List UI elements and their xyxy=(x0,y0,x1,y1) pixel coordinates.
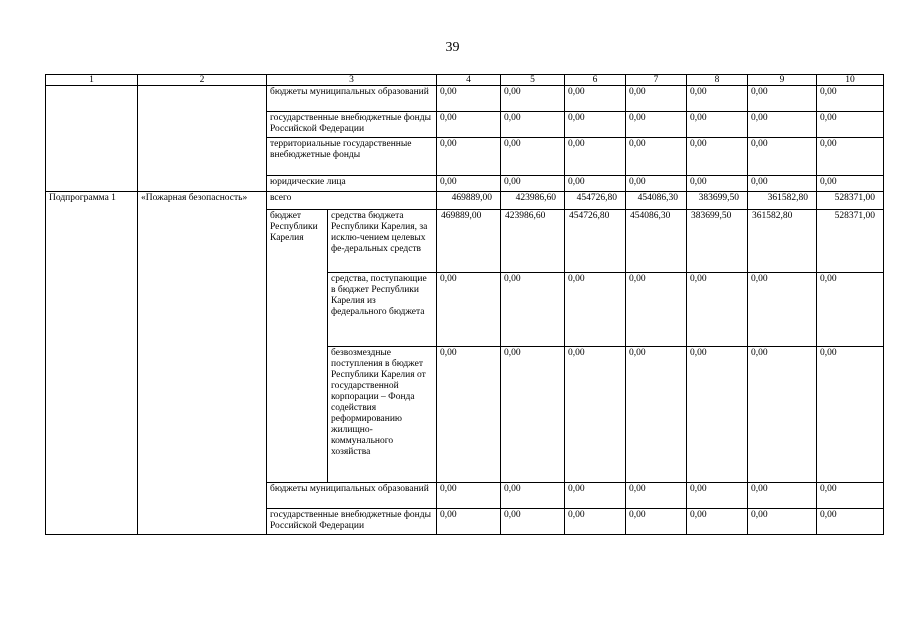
value-cell: 0,00 xyxy=(565,86,626,112)
value-cell: 528371,00 xyxy=(817,192,884,210)
subprogram-name: «Пожарная безопасность» xyxy=(138,192,267,535)
value-cell: 0,00 xyxy=(437,483,501,509)
value-cell: 0,00 xyxy=(501,273,565,347)
value-cell: 383699,50 xyxy=(687,192,748,210)
value-cell: 0,00 xyxy=(687,509,748,535)
value-cell: 0,00 xyxy=(817,138,884,176)
value-cell: 0,00 xyxy=(817,112,884,138)
value-cell: 0,00 xyxy=(501,138,565,176)
value-cell: 0,00 xyxy=(501,176,565,192)
value-cell: 0,00 xyxy=(565,112,626,138)
value-cell: 0,00 xyxy=(626,176,687,192)
header-cell: 8 xyxy=(687,75,748,86)
source-label: средства, поступающие в бюджет Республики Карелия из федерального бюджета xyxy=(328,273,437,347)
value-cell: 0,00 xyxy=(817,176,884,192)
value-cell: 0,00 xyxy=(748,138,817,176)
value-cell: 454726,80 xyxy=(565,192,626,210)
header-cell: 4 xyxy=(437,75,501,86)
value-cell: 0,00 xyxy=(626,509,687,535)
value-cell: 0,00 xyxy=(437,509,501,535)
source-label: безвозмездные поступления в бюджет Республики Карелия от государственной корпорации – Фонда содействия реформированию жилищно-коммунального хозяйства xyxy=(328,347,437,483)
value-cell: 361582,80 xyxy=(748,210,817,273)
value-cell: 0,00 xyxy=(817,509,884,535)
value-cell: 0,00 xyxy=(748,347,817,483)
value-cell: 469889,00 xyxy=(437,192,501,210)
value-cell: 0,00 xyxy=(748,483,817,509)
value-cell: 0,00 xyxy=(687,347,748,483)
source-label: юридические лица xyxy=(267,176,437,192)
value-cell: 0,00 xyxy=(687,176,748,192)
empty-cell xyxy=(138,86,267,192)
header-cell: 5 xyxy=(501,75,565,86)
value-cell: 0,00 xyxy=(626,86,687,112)
value-cell: 0,00 xyxy=(748,273,817,347)
value-cell: 0,00 xyxy=(626,347,687,483)
subprogram-code: Подпрограмма 1 xyxy=(46,192,138,535)
source-label: бюджеты муниципальных образований xyxy=(267,483,437,509)
value-cell: 0,00 xyxy=(748,176,817,192)
value-cell: 0,00 xyxy=(437,138,501,176)
value-cell: 528371,00 xyxy=(817,210,884,273)
empty-cell xyxy=(46,86,138,192)
source-label: государственные внебюджетные фонды Российской Федерации xyxy=(267,509,437,535)
value-cell: 454086,30 xyxy=(626,210,687,273)
page-number: 39 xyxy=(445,40,460,55)
value-cell: 469889,00 xyxy=(437,210,501,273)
value-cell: 0,00 xyxy=(501,86,565,112)
value-cell: 0,00 xyxy=(817,347,884,483)
rk-budget-label: бюджет Республики Карелия xyxy=(267,210,328,483)
value-cell: 0,00 xyxy=(748,86,817,112)
header-cell: 6 xyxy=(565,75,626,86)
table-row xyxy=(46,192,884,210)
source-label: всего xyxy=(267,192,437,210)
header-cell: 1 xyxy=(46,75,138,86)
value-cell: 0,00 xyxy=(817,273,884,347)
value-cell: 0,00 xyxy=(748,509,817,535)
value-cell: 0,00 xyxy=(501,347,565,483)
source-label: государственные внебюджетные фонды Российской Федерации xyxy=(267,112,437,138)
value-cell: 0,00 xyxy=(817,86,884,112)
value-cell: 0,00 xyxy=(687,112,748,138)
value-cell: 0,00 xyxy=(626,112,687,138)
value-cell: 0,00 xyxy=(687,86,748,112)
value-cell: 0,00 xyxy=(437,86,501,112)
source-label: территориальные государственные внебюджетные фонды xyxy=(267,138,437,176)
source-label: средства бюджета Республики Карелия, за исклю-чением целевых фе-деральных средств xyxy=(328,210,437,273)
header-cell: 3 xyxy=(267,75,437,86)
value-cell: 0,00 xyxy=(565,483,626,509)
value-cell: 0,00 xyxy=(437,347,501,483)
table-row xyxy=(46,86,884,112)
value-cell: 0,00 xyxy=(501,483,565,509)
header-cell: 7 xyxy=(626,75,687,86)
value-cell: 0,00 xyxy=(565,176,626,192)
header-cell: 2 xyxy=(138,75,267,86)
value-cell: 361582,80 xyxy=(748,192,817,210)
value-cell: 0,00 xyxy=(501,509,565,535)
value-cell: 0,00 xyxy=(565,347,626,483)
header-row xyxy=(46,75,884,86)
value-cell: 0,00 xyxy=(565,138,626,176)
funding-table xyxy=(45,74,884,535)
value-cell: 0,00 xyxy=(501,112,565,138)
value-cell: 0,00 xyxy=(437,273,501,347)
value-cell: 0,00 xyxy=(565,509,626,535)
value-cell: 423986,60 xyxy=(501,192,565,210)
value-cell: 0,00 xyxy=(437,176,501,192)
value-cell: 454086,30 xyxy=(626,192,687,210)
value-cell: 0,00 xyxy=(626,483,687,509)
value-cell: 0,00 xyxy=(626,138,687,176)
value-cell: 454726,80 xyxy=(565,210,626,273)
value-cell: 0,00 xyxy=(817,483,884,509)
value-cell: 0,00 xyxy=(626,273,687,347)
value-cell: 0,00 xyxy=(437,112,501,138)
value-cell: 423986,60 xyxy=(501,210,565,273)
value-cell: 383699,50 xyxy=(687,210,748,273)
header-cell: 10 xyxy=(817,75,884,86)
value-cell: 0,00 xyxy=(565,273,626,347)
value-cell: 0,00 xyxy=(687,483,748,509)
header-cell: 9 xyxy=(748,75,817,86)
value-cell: 0,00 xyxy=(687,138,748,176)
value-cell: 0,00 xyxy=(748,112,817,138)
source-label: бюджеты муниципальных образований xyxy=(267,86,437,112)
value-cell: 0,00 xyxy=(687,273,748,347)
